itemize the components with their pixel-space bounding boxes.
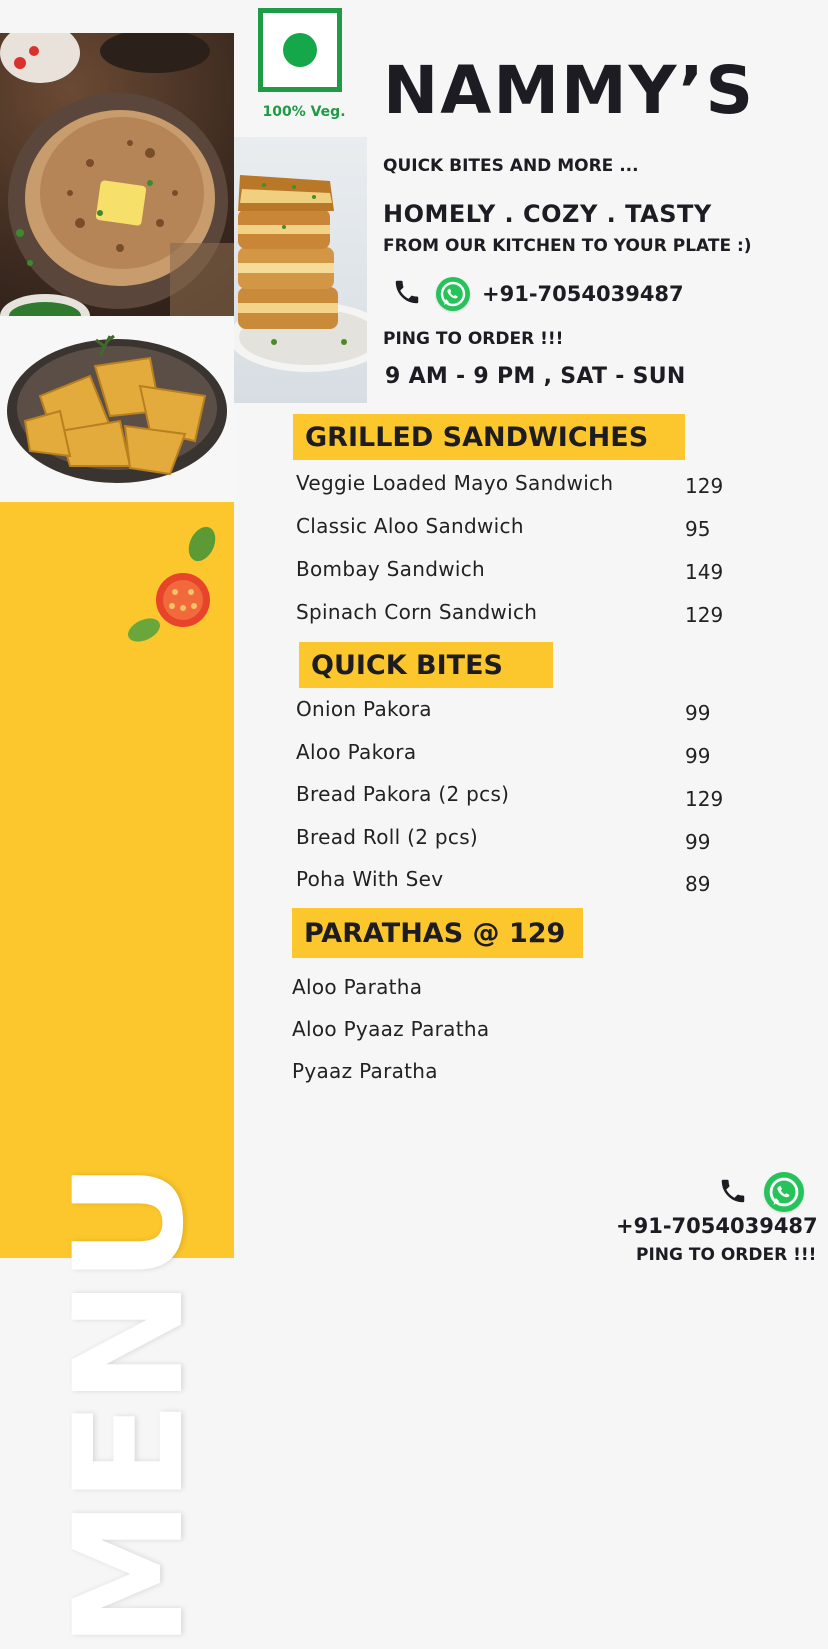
veg-dot	[283, 33, 317, 67]
menu-side-band	[0, 502, 234, 1649]
whatsapp-icon[interactable]	[764, 1172, 804, 1212]
menu-item-name: Aloo Pyaaz Paratha	[292, 1017, 490, 1041]
pakora-photo	[0, 316, 234, 502]
menu-item-name: Spinach Corn Sandwich	[296, 600, 538, 624]
whatsapp-icon[interactable]	[436, 277, 470, 311]
paratha-photo	[0, 33, 234, 316]
tagline: QUICK BITES AND MORE ...	[383, 156, 639, 176]
section-header-quick-bites: QUICK BITES	[299, 642, 553, 688]
menu-item-price: 129	[685, 474, 724, 498]
phone-icon[interactable]	[718, 1176, 748, 1210]
menu-item-price: 99	[685, 744, 711, 768]
menu-item-price: 95	[685, 517, 711, 541]
slogan-sub: FROM OUR KITCHEN TO YOUR PLATE :)	[383, 236, 752, 256]
section-header-sandwiches: GRILLED SANDWICHES	[293, 414, 685, 460]
menu-item-name: Veggie Loaded Mayo Sandwich	[296, 471, 614, 495]
section-header-parathas: PARATHAS @ 129	[292, 908, 583, 958]
menu-vertical-label: MENU	[43, 1165, 217, 1649]
menu-item-name: Poha With Sev	[296, 867, 444, 891]
menu-item-name: Classic Aloo Sandwich	[296, 514, 524, 538]
opening-hours: 9 AM - 9 PM , SAT - SUN	[385, 364, 686, 389]
footer-ping-to-order: PING TO ORDER !!!	[636, 1245, 817, 1265]
menu-item-name: Bombay Sandwich	[296, 557, 485, 581]
sandwich-photo	[234, 137, 367, 403]
menu-item-name: Onion Pakora	[296, 697, 432, 721]
menu-item-name: Bread Pakora (2 pcs)	[296, 782, 510, 806]
brand-name: NAMMY’S	[383, 52, 756, 129]
menu-item-price: 99	[685, 701, 711, 725]
veg-symbol-icon	[258, 8, 342, 92]
footer-phone-number[interactable]: +91-7054039487	[616, 1214, 818, 1238]
menu-item-name: Aloo Paratha	[292, 975, 423, 999]
menu-item-price: 149	[685, 560, 724, 584]
phone-icon[interactable]	[392, 277, 422, 311]
phone-number[interactable]: +91-7054039487	[482, 282, 684, 306]
menu-item-name: Aloo Pakora	[296, 740, 417, 764]
ping-to-order: PING TO ORDER !!!	[383, 329, 564, 349]
menu-item-name: Bread Roll (2 pcs)	[296, 825, 479, 849]
menu-item-price: 99	[685, 830, 711, 854]
menu-item-price: 129	[685, 603, 724, 627]
menu-item-name: Pyaaz Paratha	[292, 1059, 438, 1083]
menu-item-price: 89	[685, 872, 711, 896]
menu-item-price: 129	[685, 787, 724, 811]
slogan: HOMELY . COZY . TASTY	[383, 200, 712, 228]
tomato-basil-decoration	[120, 512, 230, 652]
contact-row	[392, 276, 684, 312]
veg-label: 100% Veg.	[262, 104, 346, 120]
